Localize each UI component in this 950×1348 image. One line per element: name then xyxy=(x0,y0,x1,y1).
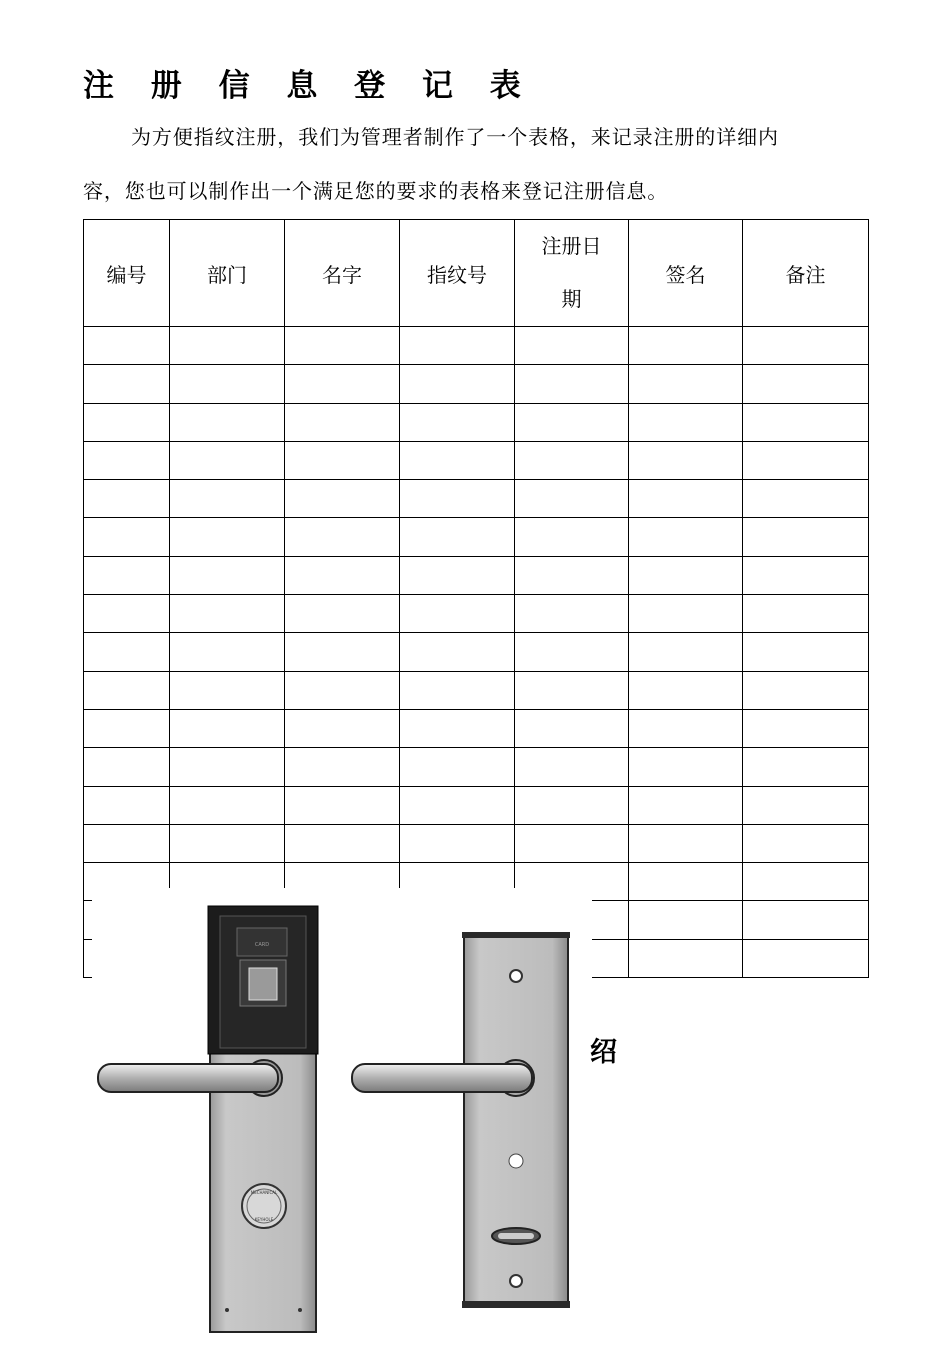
header-date-line-2: 期 xyxy=(561,287,582,311)
table-row xyxy=(84,709,869,747)
table-cell xyxy=(84,556,170,594)
table-cell xyxy=(515,441,629,479)
table-cell xyxy=(629,480,743,518)
table-row xyxy=(84,556,869,594)
table-cell xyxy=(170,441,285,479)
table-cell xyxy=(743,863,869,901)
table-row xyxy=(84,403,869,441)
table-cell xyxy=(743,365,869,403)
table-cell xyxy=(743,633,869,671)
table-cell xyxy=(743,518,869,556)
cylinder-label-top: MECHANICAL xyxy=(250,1190,278,1195)
table-cell xyxy=(400,709,515,747)
table-cell xyxy=(515,633,629,671)
table-cell xyxy=(400,633,515,671)
table-row xyxy=(84,824,869,862)
table-cell xyxy=(84,824,170,862)
intro-paragraph-line-1: 为方便指纹注册，我们为管理者制作了一个表格，来记录注册的详细内 xyxy=(131,125,779,149)
header-signature: 签名 xyxy=(629,220,743,327)
card-reader-label: CARD xyxy=(254,942,270,948)
table-cell xyxy=(285,671,400,709)
table-cell xyxy=(170,327,285,365)
table-cell xyxy=(629,786,743,824)
table-row xyxy=(84,327,869,365)
table-cell xyxy=(170,824,285,862)
table-cell xyxy=(629,556,743,594)
table-cell xyxy=(84,786,170,824)
table-cell xyxy=(400,403,515,441)
table-cell xyxy=(170,786,285,824)
section-heading-fragment: 绍 xyxy=(590,1030,617,1069)
table-row xyxy=(84,441,869,479)
table-cell xyxy=(285,403,400,441)
table-cell xyxy=(400,518,515,556)
header-number: 编号 xyxy=(84,220,170,327)
table-cell xyxy=(629,709,743,747)
table-cell xyxy=(400,748,515,786)
fingerprint-sensor-icon xyxy=(249,968,277,1000)
lever-handle-back xyxy=(352,1064,532,1092)
table-cell xyxy=(743,671,869,709)
table-cell xyxy=(285,480,400,518)
table-cell xyxy=(629,633,743,671)
table-cell xyxy=(629,518,743,556)
table-cell xyxy=(515,786,629,824)
table-cell xyxy=(515,480,629,518)
table-row xyxy=(84,786,869,824)
cylinder-label-bottom: KEYHOLE xyxy=(254,1217,274,1222)
header-name: 名字 xyxy=(285,220,400,327)
table-cell xyxy=(629,595,743,633)
table-cell xyxy=(170,480,285,518)
table-cell xyxy=(170,518,285,556)
table-cell xyxy=(515,556,629,594)
table-cell xyxy=(400,556,515,594)
table-cell xyxy=(629,824,743,862)
header-registration-date xyxy=(515,220,629,327)
table-cell xyxy=(84,671,170,709)
table-cell xyxy=(743,824,869,862)
table-cell xyxy=(170,595,285,633)
table-cell xyxy=(515,671,629,709)
table-cell xyxy=(285,327,400,365)
table-cell xyxy=(743,480,869,518)
table-cell xyxy=(743,709,869,747)
table-edge-fragment xyxy=(83,938,84,976)
table-row xyxy=(84,365,869,403)
table-cell xyxy=(400,595,515,633)
registration-table xyxy=(83,219,869,978)
table-cell xyxy=(170,403,285,441)
table-cell xyxy=(84,595,170,633)
table-cell xyxy=(84,365,170,403)
table-cell xyxy=(515,365,629,403)
table-cell xyxy=(629,441,743,479)
table-cell xyxy=(629,327,743,365)
table-cell xyxy=(743,556,869,594)
table-cell xyxy=(515,595,629,633)
table-cell xyxy=(515,327,629,365)
table-row xyxy=(84,518,869,556)
lock-back-view xyxy=(352,932,570,1308)
table-cell xyxy=(170,633,285,671)
table-cell xyxy=(629,863,743,901)
table-row xyxy=(84,480,869,518)
table-cell xyxy=(515,748,629,786)
table-cell xyxy=(743,786,869,824)
lever-handle-front xyxy=(98,1064,278,1092)
table-cell xyxy=(629,748,743,786)
table-cell xyxy=(285,518,400,556)
table-cell xyxy=(743,748,869,786)
table-cell xyxy=(84,403,170,441)
intro-paragraph-line-2: 容，您也可以制作出一个满足您的要求的表格来登记注册信息。 xyxy=(83,179,669,203)
table-cell xyxy=(400,441,515,479)
table-cell xyxy=(170,556,285,594)
table-cell xyxy=(170,671,285,709)
header-date-line-1: 注册日 xyxy=(541,234,602,258)
table-cell xyxy=(743,939,869,977)
table-cell xyxy=(515,518,629,556)
table-cell xyxy=(743,441,869,479)
table-cell xyxy=(400,671,515,709)
table-cell xyxy=(84,441,170,479)
table-cell xyxy=(170,709,285,747)
table-row xyxy=(84,595,869,633)
table-cell xyxy=(285,556,400,594)
table-edge-fragment xyxy=(83,900,84,938)
table-cell xyxy=(285,633,400,671)
table-cell xyxy=(400,327,515,365)
table-cell xyxy=(400,824,515,862)
table-cell xyxy=(170,365,285,403)
header-department: 部门 xyxy=(170,220,285,327)
door-lock-illustration xyxy=(92,888,592,1348)
table-cell xyxy=(400,786,515,824)
table-row xyxy=(84,633,869,671)
header-remarks: 备注 xyxy=(743,220,869,327)
table-cell xyxy=(84,748,170,786)
table-cell xyxy=(84,709,170,747)
table-cell xyxy=(285,748,400,786)
table-cell xyxy=(743,403,869,441)
table-cell xyxy=(84,518,170,556)
table-cell xyxy=(515,403,629,441)
table-cell xyxy=(629,671,743,709)
table-cell xyxy=(515,824,629,862)
table-cell xyxy=(84,633,170,671)
table-cell xyxy=(629,939,743,977)
table-cell xyxy=(285,441,400,479)
table-cell xyxy=(629,403,743,441)
table-cell xyxy=(170,748,285,786)
page-title: 注 册 信 息 登 记 表 xyxy=(83,68,534,104)
table-cell xyxy=(400,480,515,518)
table-cell xyxy=(629,365,743,403)
table-cell xyxy=(285,786,400,824)
table-row xyxy=(84,671,869,709)
table-cell xyxy=(400,365,515,403)
lock-front-view xyxy=(98,906,318,1332)
table-cell xyxy=(743,901,869,939)
table-body xyxy=(84,327,869,978)
table-cell xyxy=(285,595,400,633)
table-cell xyxy=(743,327,869,365)
table-row xyxy=(84,748,869,786)
table-cell xyxy=(285,824,400,862)
table-header-row xyxy=(84,220,869,327)
table-cell xyxy=(743,595,869,633)
table-cell xyxy=(84,327,170,365)
table-cell xyxy=(629,901,743,939)
table-cell xyxy=(84,480,170,518)
header-fingerprint-id: 指纹号 xyxy=(400,220,515,327)
table-cell xyxy=(285,365,400,403)
table-cell xyxy=(515,709,629,747)
table-cell xyxy=(285,709,400,747)
